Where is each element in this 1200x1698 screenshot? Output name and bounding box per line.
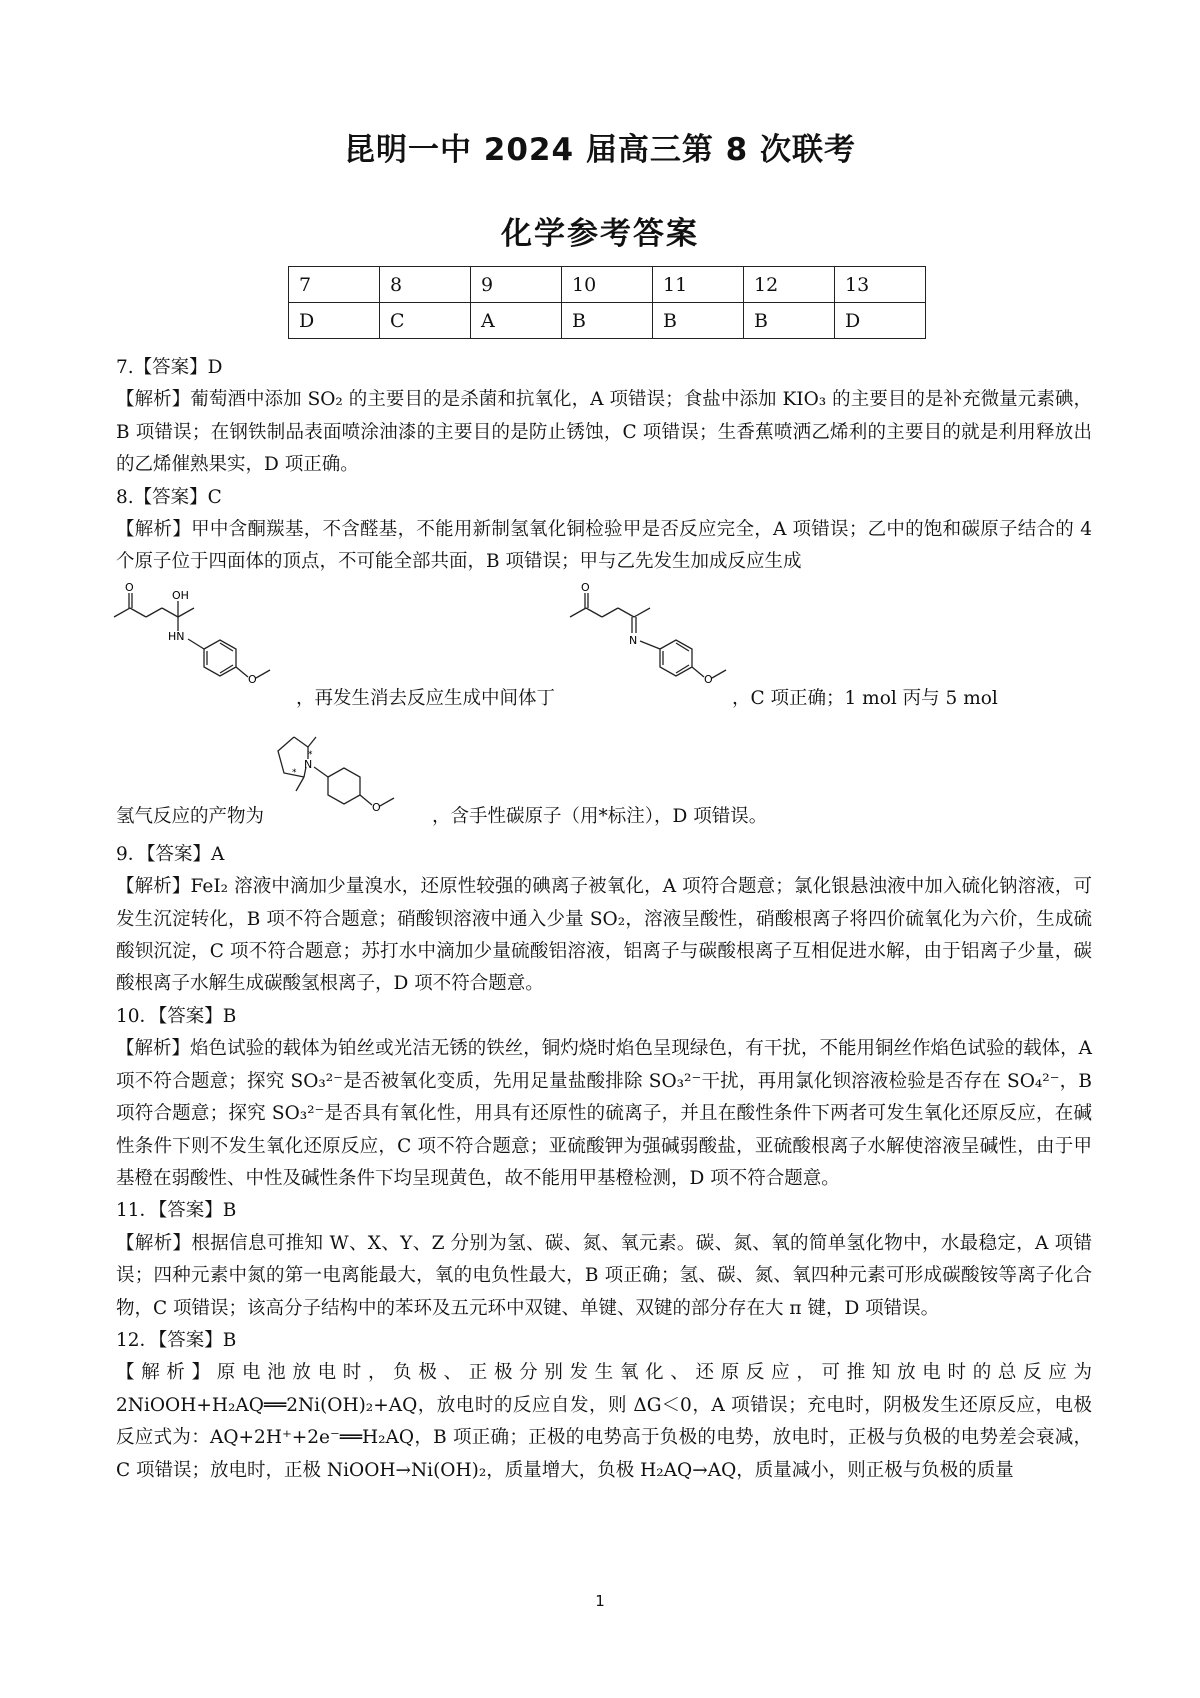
page-number: 1 (595, 1592, 605, 1610)
table-cell: 8 (380, 267, 471, 303)
table-cell: 9 (471, 267, 562, 303)
table-cell: B (653, 303, 744, 339)
table-cell: 13 (835, 267, 926, 303)
q7-analysis: 【解析】葡萄酒中添加 SO₂ 的主要目的是杀菌和抗氧化，A 项错误；食盐中添加 KIO₃ 的主要目的是补充微量元素碘，B 项错误；在钢铁制品表面喷涂油漆的主要目的是防止锈蚀，C 项错误；生香蕉喷洒乙烯利的主要目的就是利用释放出的乙烯催熟果实，D 项正确。 (116, 389, 1092, 476)
table-cell: 11 (653, 267, 744, 303)
table-cell: B (744, 303, 835, 339)
q8-analysis: 【解析】甲中含酮羰基，不含醛基，不能用新制氢氧化铜检验甲是否反应完全，A 项错误；乙中的饱和碳原子结合的 4 个原子位于四面体的顶点，不可能全部共面，B 项错误；甲与乙先发生加成反应生成 (116, 519, 1092, 573)
q12-answer: 12．【答案】B (116, 1329, 237, 1351)
answer-table-answer-row (289, 303, 926, 339)
q8-structure-row-1 (116, 579, 1092, 727)
hydrogenation-product-structure (256, 723, 436, 835)
chem-label-o: O (372, 800, 381, 814)
q8-structure-row-2 (116, 727, 1092, 839)
table-cell: 12 (744, 267, 835, 303)
table-cell: B (562, 303, 653, 339)
chiral-star-mark: * (292, 767, 297, 778)
chem-label-n: N (629, 633, 638, 647)
table-cell: 10 (562, 267, 653, 303)
chem-label-o: O (704, 672, 713, 686)
table-cell: A (471, 303, 562, 339)
chem-label-o: O (125, 580, 134, 594)
q11-analysis: 【解析】根据信息可推知 W、X、Y、Z 分别为氢、碳、氮、氧元素。碳、氮、氧的简单氢化物中，水最稳定，A 项错误；四种元素中氮的第一电离能最大，氧的电负性最大，B 项正确；氢、碳、氮、氧四种元素可形成碳酸铵等离子化合物，C 项错误；该高分子结构中的苯环及五元环中双键、单键、双键的部分存在大 π 键，D 项错误。 (116, 1232, 1092, 1319)
exam-title: 昆明一中 2024 届高三第 8 次联考 (343, 132, 857, 168)
table-cell: D (289, 303, 380, 339)
table-cell: 7 (289, 267, 380, 303)
answer-subtitle: 化学参考答案 (501, 216, 699, 252)
q10-analysis: 【解析】焰色试验的载体为铂丝或光洁无锈的铁丝，铜灼烧时焰色呈现绿色，有干扰，不能用铜丝作焰色试验的载体，A 项不符合题意；探究 SO₃²⁻是否被氧化变质，先用足量盐酸排除 SO₃²⁻干扰，再用氯化钡溶液检验是否存在 SO₄²⁻，B 项符合题意；探究 SO₃²⁻是否具有氧化性，用具有还原性的硫离子，并且在酸性条件下两者可发生氧化还原反应，在碱性条件下则不发生氧化还原反应，C 项不符合题意；亚硫酸钾为强碱弱酸盐，亚硫酸根离子水解使溶液呈碱性，由于甲基橙在弱酸性、中性及碱性条件下均呈现黄色，故不能用甲基橙检测，D 项不符合题意。 (116, 1038, 1092, 1189)
q12-analysis: 【解析】原电池放电时，负极、正极分别发生氧化、还原反应，可推知放电时的总反应为 2NiOOH+H₂AQ══2Ni(OH)₂+AQ，放电时的反应自发，则 ΔG＜0，A 项错误；充电时，阴极发生还原反应，电极反应式为：AQ+2H⁺+2e⁻══H₂AQ，B 项正确；正极的电势高于负极的电势，放电时，正极与负极的电势差会衰减，C 项错误；放电时，正极 NiOOH→Ni(OH)₂，质量增大，负极 H₂AQ→AQ，质量减小，则正极与负极的质量 (116, 1362, 1092, 1481)
chem-label-o: O (248, 672, 257, 686)
q9-analysis: 【解析】FeI₂ 溶液中滴加少量溴水，还原性较强的碘离子被氧化，A 项符合题意；氯化银悬浊液中加入硫化钠溶液，可发生沉淀转化，B 项不符合题意；硝酸钡溶液中通入少量 SO₂，溶液呈酸性，硝酸根离子将四价硫氧化为六价，生成硫酸钡沉淀，C 项不符合题意；苏打水中滴加少量硫酸铝溶液，铝离子与碳酸根离子互相促进水解，由于铝离子少量，碳酸根离子水解生成碳酸氢根离子，D 项不符合题意。 (116, 876, 1092, 995)
table-cell: D (835, 303, 926, 339)
chem-label-n: N (304, 757, 313, 771)
q10-answer: 10．【答案】B (116, 1005, 237, 1027)
q7-answer: 7.【答案】D (116, 357, 223, 378)
q8-text-tail-post: ，含手性碳原子（用*标注），D 项错误。 (432, 805, 768, 827)
answer-body (116, 352, 1092, 1487)
q8-answer: 8.【答案】C (116, 486, 222, 508)
q8-text-mid2: ，C 项正确；1 mol 丙与 5 mol (732, 687, 998, 709)
answer-table-number-row (289, 267, 926, 303)
q8-text-mid1: ，再发生消去反应生成中间体丁 (296, 687, 556, 709)
chem-label-oh: OH (172, 588, 189, 602)
chem-label-o: O (581, 580, 590, 594)
chem-label-hn: HN (168, 629, 185, 643)
addition-product-structure (110, 581, 310, 721)
table-cell: C (380, 303, 471, 339)
q11-answer: 11．【答案】B (116, 1200, 237, 1222)
chiral-star-mark: * (308, 749, 313, 760)
answer-table (288, 266, 926, 339)
q8-text-tail-pre: 氢气反应的产物为 (116, 805, 265, 827)
q9-answer: 9．【答案】A (116, 843, 225, 865)
